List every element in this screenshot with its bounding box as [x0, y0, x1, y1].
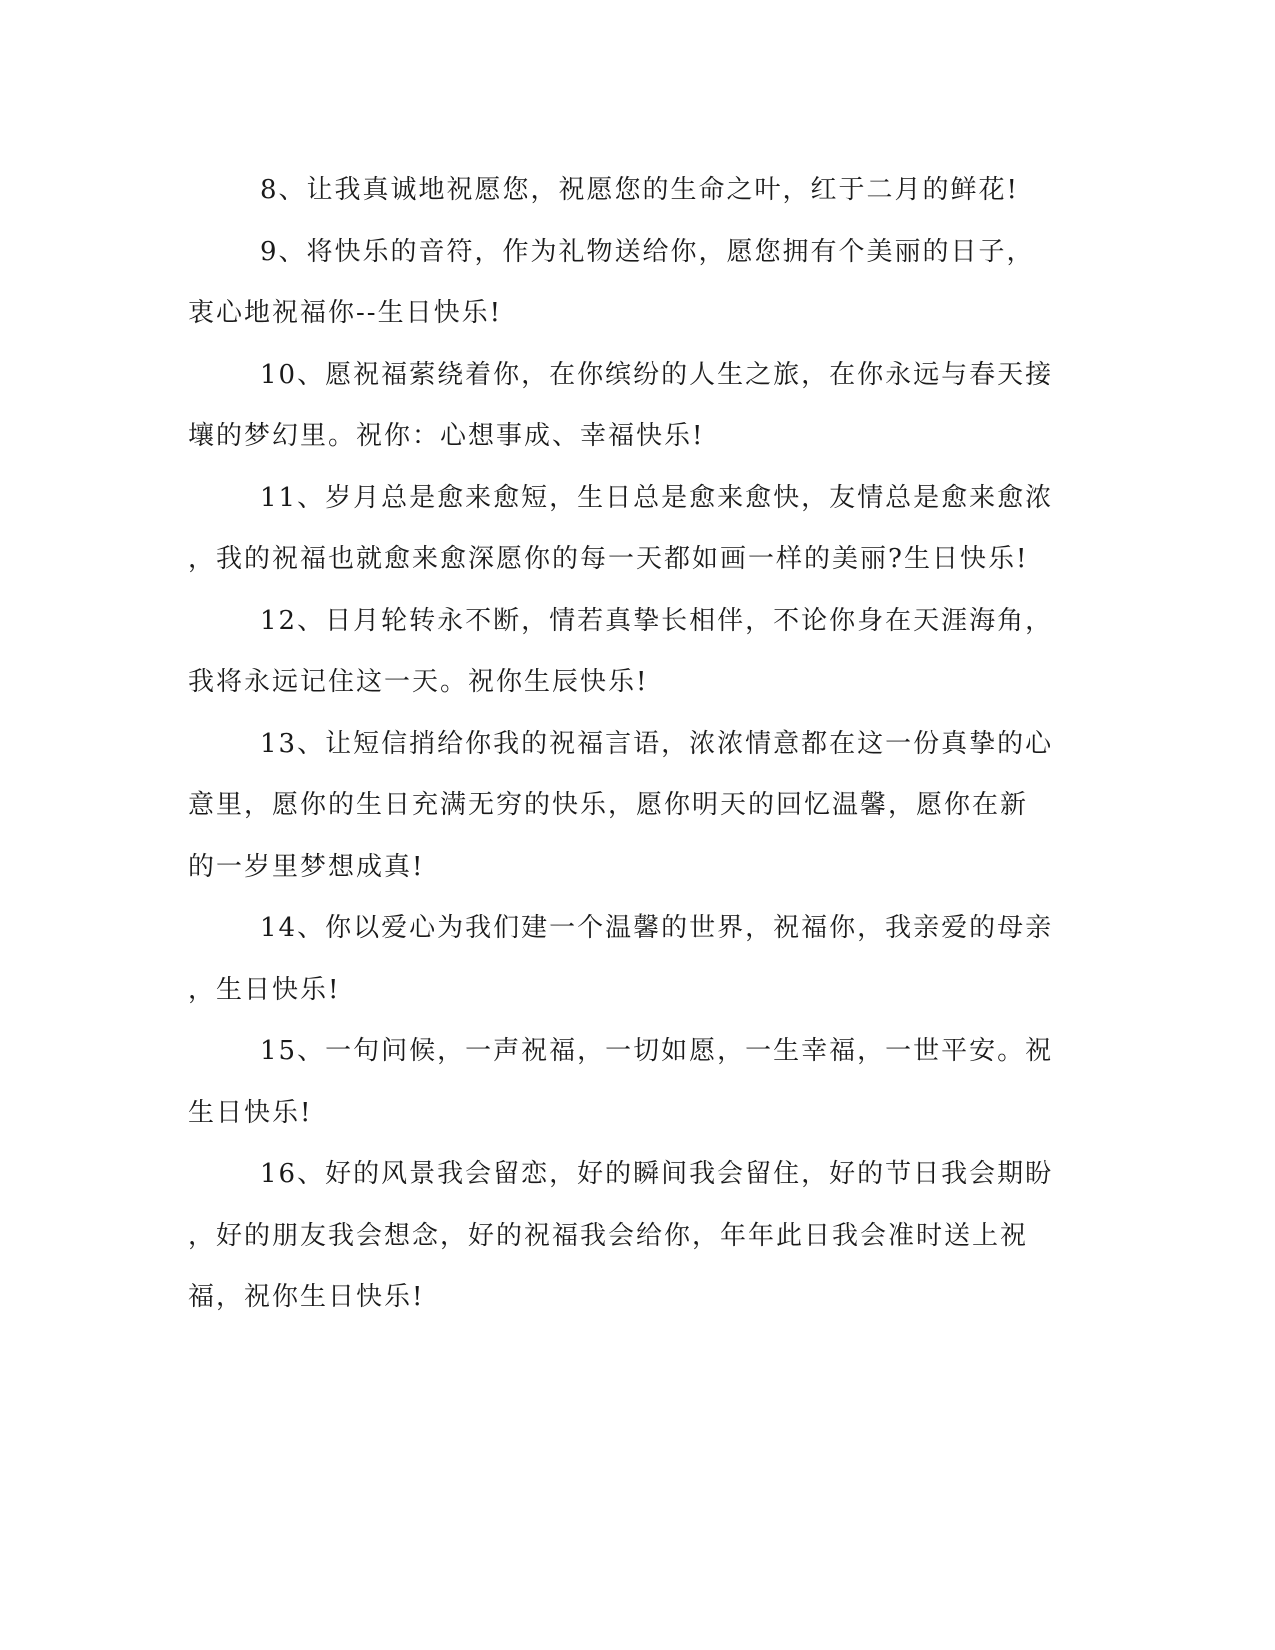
paragraph-13-line-1: 13、让短信捎给你我的祝福言语，浓浓情意都在这一份真挚的心 — [260, 728, 1054, 759]
paragraph-12-line-2: 我将永远记住这一天。祝你生辰快乐! — [188, 667, 649, 697]
paragraph-13-line-3: 的一岁里梦想成真! — [188, 851, 425, 882]
paragraph-13-line-2: 意里，愿你的生日充满无穷的快乐，愿你明天的回忆温馨，愿你在新 — [188, 790, 1029, 820]
paragraph-15-line-2: 生日快乐! — [188, 1097, 313, 1128]
paragraph-14-line-2: ，生日快乐! — [188, 974, 341, 1005]
paragraph-10-line-1: 10、愿祝福萦绕着你，在你缤纷的人生之旅，在你永远与春天接 — [260, 359, 1054, 390]
paragraph-16-line-3: 福，祝你生日快乐! — [188, 1282, 425, 1312]
paragraph-8-line-1: 8、让我真诚地祝愿您，祝愿您的生命之叶，红于二月的鲜花! — [260, 175, 1019, 205]
paragraph-12-line-1: 12、日月轮转永不断，情若真挚长相伴，不论你身在天涯海角， — [260, 605, 1054, 636]
paragraph-15-line-1: 15、一句问候，一声祝福，一切如愿，一生幸福，一世平安。祝 — [260, 1036, 1054, 1066]
paragraph-11-line-1: 11、岁月总是愈来愈短，生日总是愈来愈快，友情总是愈来愈浓 — [260, 482, 1054, 513]
paragraph-14-line-1: 14、你以爱心为我们建一个温馨的世界，祝福你，我亲爱的母亲 — [260, 913, 1054, 943]
paragraph-10-line-2: 壤的梦幻里。祝你：心想事成、幸福快乐! — [188, 421, 705, 451]
paragraph-16-line-1: 16、好的风景我会留恋，好的瞬间我会留住，好的节日我会期盼 — [260, 1159, 1054, 1189]
paragraph-11-line-2: ，我的祝福也就愈来愈深愿你的每一天都如画一样的美丽?生日快乐! — [188, 544, 1029, 574]
paragraph-16-line-2: ，好的朋友我会想念，好的祝福我会给你，年年此日我会准时送上祝 — [188, 1220, 1029, 1251]
paragraph-9-line-1: 9、将快乐的音符，作为礼物送给你，愿您拥有个美丽的日子， — [260, 236, 1035, 267]
document-body — [188, 160, 1068, 1329]
paragraph-9-line-2: 衷心地祝福你--生日快乐! — [188, 298, 503, 328]
